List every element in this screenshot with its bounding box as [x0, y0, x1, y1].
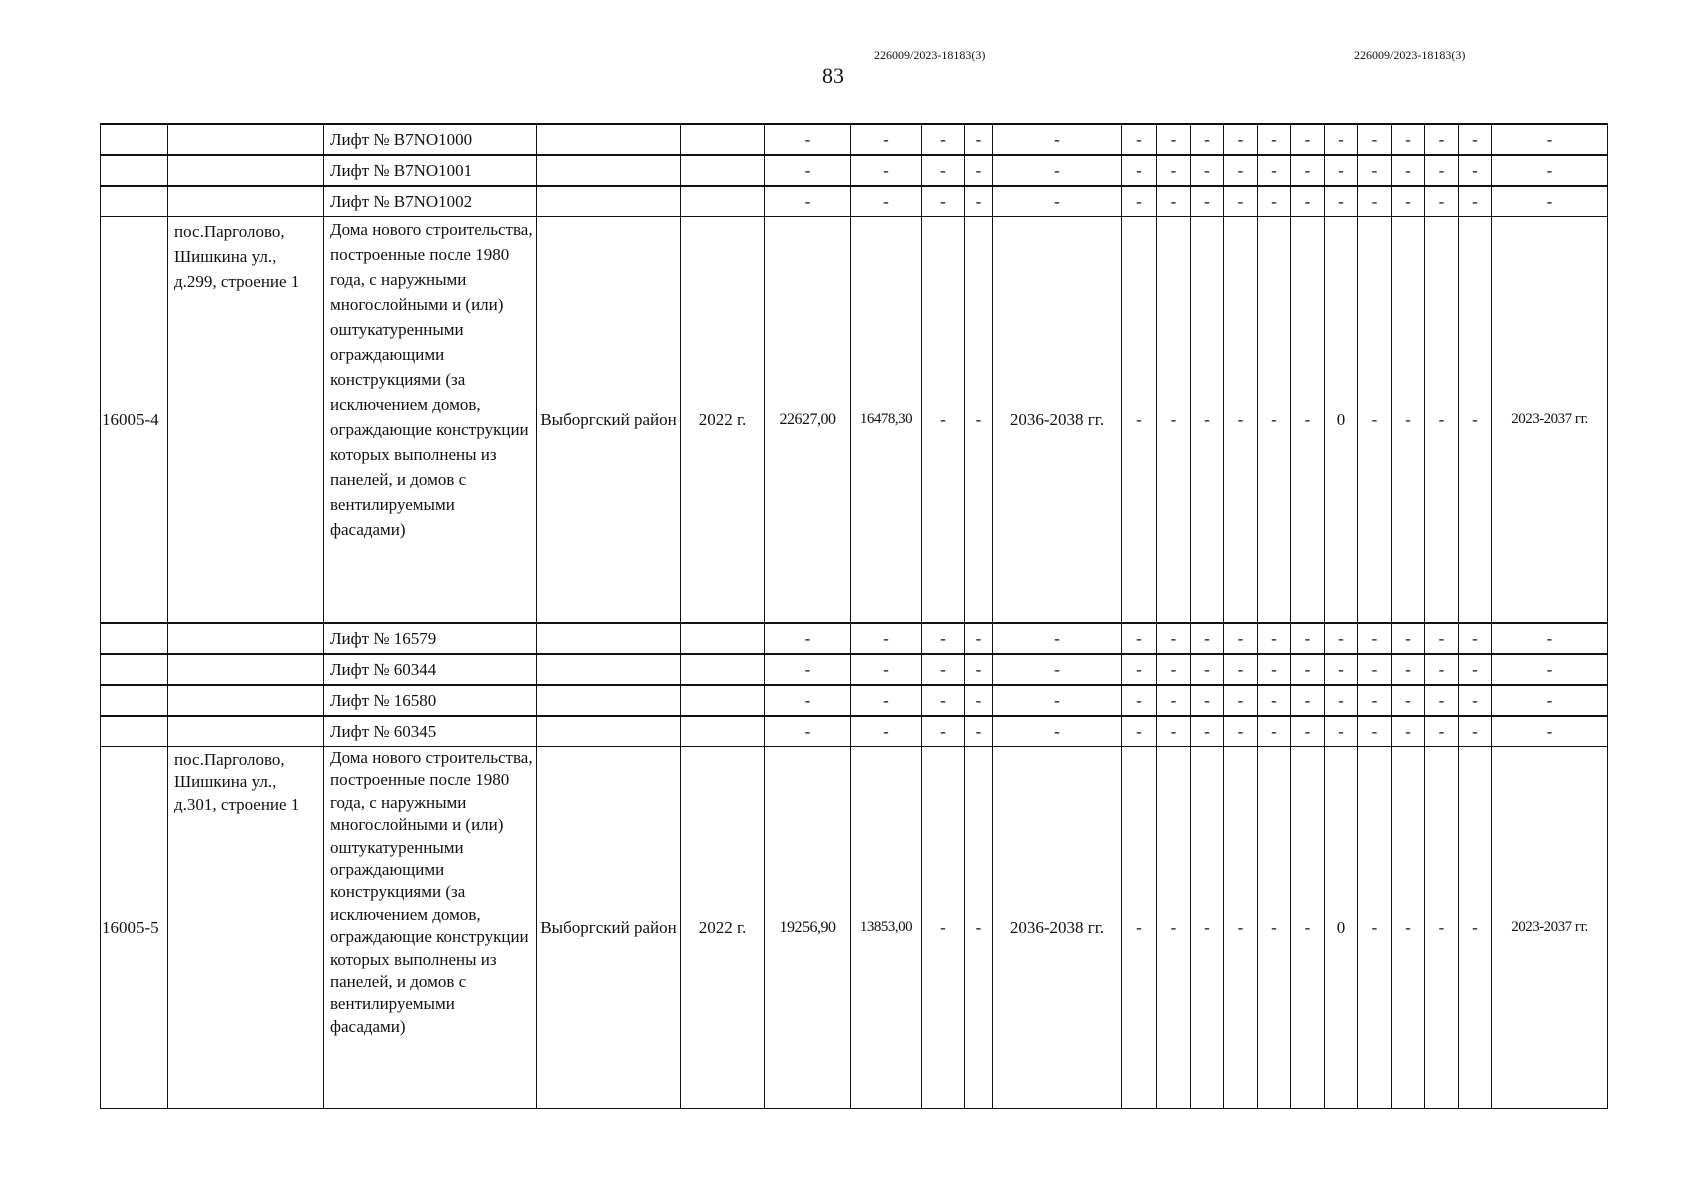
dash-cell: - — [765, 186, 851, 217]
dash-cell: - — [1492, 186, 1608, 217]
dash-cell: - — [1459, 155, 1492, 186]
dash-cell: - — [1425, 685, 1459, 716]
building-id: 16005-4 — [101, 217, 168, 624]
dash-cell: - — [922, 124, 965, 155]
dash-cell: - — [1425, 716, 1459, 747]
dash-cell: - — [1122, 124, 1157, 155]
lift-name: Лифт № B7NO1000 — [324, 124, 537, 155]
dash-cell: - — [1392, 654, 1425, 685]
year-cell — [681, 716, 765, 747]
address-cell — [168, 155, 324, 186]
year-cell — [681, 685, 765, 716]
dash-cell: - — [965, 716, 993, 747]
dash-cell: - — [1258, 217, 1291, 624]
document-code-right: 226009/2023-18183(3) — [1354, 48, 1466, 62]
dash-cell: - — [1459, 217, 1492, 624]
dash-cell: - — [1425, 654, 1459, 685]
dash-cell: - — [922, 155, 965, 186]
dash-cell: - — [851, 685, 922, 716]
dash-cell: - — [1122, 716, 1157, 747]
table-row-lift — [101, 124, 1608, 155]
address-cell — [168, 654, 324, 685]
dash-cell: - — [1191, 217, 1224, 624]
zero-value: 0 — [1325, 747, 1358, 1109]
table-row-lift — [101, 716, 1608, 747]
dash-cell: - — [1224, 217, 1258, 624]
dash-cell: - — [1122, 155, 1157, 186]
dash-cell: - — [1425, 155, 1459, 186]
dash-cell: - — [1291, 155, 1325, 186]
build-year: 2022 г. — [681, 217, 765, 624]
dash-cell: - — [1459, 654, 1492, 685]
dash-cell: - — [1191, 747, 1224, 1109]
build-year: 2022 г. — [681, 747, 765, 1109]
dash-cell: - — [1224, 716, 1258, 747]
dash-cell: - — [922, 654, 965, 685]
lift-name: Лифт № 60344 — [324, 654, 537, 685]
area-total: 22627,00 — [765, 217, 851, 624]
dash-cell: - — [965, 747, 993, 1109]
dash-cell: - — [765, 685, 851, 716]
table-row-lift — [101, 623, 1608, 654]
building-description: Дома нового строительства, построенные после 1980 года, с наружными многослойными и (или) оштукатуренными ограждающими конструкциями (за исключением домов, ограждающие конструкции которых выполнены из панелей, и домов с вентилируемыми фасадами) — [324, 747, 537, 1109]
dash-cell: - — [1122, 217, 1157, 624]
dash-cell: - — [1157, 716, 1191, 747]
dash-cell: - — [922, 685, 965, 716]
district-name: Выборгский район — [537, 747, 681, 1109]
dash-cell: - — [1459, 716, 1492, 747]
dash-cell: - — [1258, 623, 1291, 654]
dash-cell: - — [1157, 623, 1191, 654]
dash-cell: - — [922, 217, 965, 624]
dash-cell: - — [1392, 685, 1425, 716]
id-cell — [101, 685, 168, 716]
dash-cell: - — [1492, 155, 1608, 186]
building-id: 16005-5 — [101, 747, 168, 1109]
dash-cell: - — [965, 654, 993, 685]
dash-cell: - — [1191, 654, 1224, 685]
repair-period: 2036-2038 гг. — [993, 747, 1122, 1109]
area-living: 13853,00 — [851, 747, 922, 1109]
dash-cell: - — [1291, 623, 1325, 654]
dash-cell: - — [922, 623, 965, 654]
dash-cell: - — [1157, 217, 1191, 624]
last-period: 2023-2037 гг. — [1492, 217, 1608, 624]
dash-cell: - — [1191, 124, 1224, 155]
dash-cell: - — [1291, 124, 1325, 155]
dash-cell: - — [1157, 186, 1191, 217]
dash-cell: - — [1459, 623, 1492, 654]
dash-cell: - — [1358, 747, 1392, 1109]
id-cell — [101, 186, 168, 217]
dash-cell: - — [1425, 124, 1459, 155]
dash-cell: - — [1224, 124, 1258, 155]
dash-cell: - — [1459, 747, 1492, 1109]
dash-cell: - — [1425, 217, 1459, 624]
dash-cell: - — [1325, 124, 1358, 155]
id-cell — [101, 654, 168, 685]
dash-cell: - — [765, 155, 851, 186]
address-cell — [168, 623, 324, 654]
table-row-lift — [101, 685, 1608, 716]
id-cell — [101, 623, 168, 654]
dash-cell: - — [1325, 685, 1358, 716]
dash-cell: - — [1191, 685, 1224, 716]
lift-name: Лифт № B7NO1002 — [324, 186, 537, 217]
dash-cell: - — [1459, 124, 1492, 155]
dash-cell: - — [1258, 124, 1291, 155]
dash-cell: - — [1358, 155, 1392, 186]
dash-cell: - — [1358, 186, 1392, 217]
dash-cell: - — [1425, 623, 1459, 654]
district-cell — [537, 186, 681, 217]
dash-cell: - — [993, 654, 1122, 685]
dash-cell: - — [993, 623, 1122, 654]
dash-cell: - — [1325, 623, 1358, 654]
dash-cell: - — [965, 124, 993, 155]
dash-cell: - — [1157, 155, 1191, 186]
address-cell — [168, 685, 324, 716]
dash-cell: - — [1291, 685, 1325, 716]
dash-cell: - — [1258, 654, 1291, 685]
table-row-building — [101, 217, 1608, 624]
dash-cell: - — [1224, 654, 1258, 685]
dash-cell: - — [1157, 747, 1191, 1109]
dash-cell: - — [1224, 186, 1258, 217]
area-living: 16478,30 — [851, 217, 922, 624]
register-table — [100, 123, 1608, 1109]
dash-cell: - — [1325, 155, 1358, 186]
year-cell — [681, 186, 765, 217]
dash-cell: - — [922, 747, 965, 1109]
dash-cell: - — [765, 716, 851, 747]
dash-cell: - — [993, 124, 1122, 155]
page-number: 83 — [822, 63, 844, 88]
dash-cell: - — [1392, 716, 1425, 747]
dash-cell: - — [1392, 217, 1425, 624]
dash-cell: - — [1325, 186, 1358, 217]
district-cell — [537, 623, 681, 654]
address-cell — [168, 124, 324, 155]
dash-cell: - — [1122, 747, 1157, 1109]
dash-cell: - — [1258, 186, 1291, 217]
dash-cell: - — [1258, 685, 1291, 716]
dash-cell: - — [922, 716, 965, 747]
dash-cell: - — [1492, 623, 1608, 654]
dash-cell: - — [1358, 623, 1392, 654]
table-row-building — [101, 747, 1608, 1109]
dash-cell: - — [1224, 155, 1258, 186]
dash-cell: - — [765, 623, 851, 654]
dash-cell: - — [1157, 654, 1191, 685]
dash-cell: - — [1224, 685, 1258, 716]
id-cell — [101, 124, 168, 155]
dash-cell: - — [1358, 654, 1392, 685]
dash-cell: - — [1224, 623, 1258, 654]
dash-cell: - — [1157, 685, 1191, 716]
dash-cell: - — [1425, 747, 1459, 1109]
year-cell — [681, 623, 765, 654]
building-address: пос.Парголово, Шишкина ул., д.299, строение 1 — [168, 217, 324, 624]
dash-cell: - — [1459, 685, 1492, 716]
dash-cell: - — [1191, 186, 1224, 217]
dash-cell: - — [1459, 186, 1492, 217]
table-row-lift — [101, 654, 1608, 685]
dash-cell: - — [965, 155, 993, 186]
district-cell — [537, 716, 681, 747]
dash-cell: - — [1492, 685, 1608, 716]
dash-cell: - — [1492, 654, 1608, 685]
area-total: 19256,90 — [765, 747, 851, 1109]
building-description: Дома нового строительства, построенные после 1980 года, с наружными многослойными и (или) оштукатуренными ограждающими конструкциями (за исключением домов, ограждающие конструкции которых выполнены из панелей, и домов с вентилируемыми фасадами) — [324, 217, 537, 624]
dash-cell: - — [851, 155, 922, 186]
dash-cell: - — [1291, 747, 1325, 1109]
lift-name: Лифт № 16580 — [324, 685, 537, 716]
dash-cell: - — [1492, 124, 1608, 155]
dash-cell: - — [765, 654, 851, 685]
dash-cell: - — [1392, 186, 1425, 217]
dash-cell: - — [993, 186, 1122, 217]
dash-cell: - — [965, 685, 993, 716]
dash-cell: - — [1122, 685, 1157, 716]
dash-cell: - — [851, 124, 922, 155]
dash-cell: - — [993, 155, 1122, 186]
dash-cell: - — [851, 716, 922, 747]
id-cell — [101, 155, 168, 186]
district-name: Выборгский район — [537, 217, 681, 624]
year-cell — [681, 155, 765, 186]
document-code-left: 226009/2023-18183(3) — [874, 48, 986, 62]
lift-name: Лифт № 16579 — [324, 623, 537, 654]
dash-cell: - — [1122, 654, 1157, 685]
dash-cell: - — [851, 186, 922, 217]
dash-cell: - — [993, 685, 1122, 716]
year-cell — [681, 654, 765, 685]
dash-cell: - — [1291, 654, 1325, 685]
id-cell — [101, 716, 168, 747]
dash-cell: - — [1392, 155, 1425, 186]
dash-cell: - — [851, 623, 922, 654]
lift-name: Лифт № 60345 — [324, 716, 537, 747]
dash-cell: - — [1291, 716, 1325, 747]
address-cell — [168, 716, 324, 747]
district-cell — [537, 685, 681, 716]
district-cell — [537, 155, 681, 186]
dash-cell: - — [1157, 124, 1191, 155]
zero-value: 0 — [1325, 217, 1358, 624]
table-row-lift — [101, 155, 1608, 186]
dash-cell: - — [1191, 716, 1224, 747]
district-cell — [537, 124, 681, 155]
dash-cell: - — [1358, 217, 1392, 624]
dash-cell: - — [1258, 716, 1291, 747]
dash-cell: - — [1291, 186, 1325, 217]
dash-cell: - — [1191, 155, 1224, 186]
dash-cell: - — [1191, 623, 1224, 654]
repair-period: 2036-2038 гг. — [993, 217, 1122, 624]
dash-cell: - — [1425, 186, 1459, 217]
dash-cell: - — [851, 654, 922, 685]
lift-name: Лифт № B7NO1001 — [324, 155, 537, 186]
dash-cell: - — [993, 716, 1122, 747]
building-address: пос.Парголово, Шишкина ул., д.301, строение 1 — [168, 747, 324, 1109]
table-row-lift — [101, 186, 1608, 217]
dash-cell: - — [1358, 124, 1392, 155]
dash-cell: - — [1325, 654, 1358, 685]
dash-cell: - — [1258, 747, 1291, 1109]
dash-cell: - — [1325, 716, 1358, 747]
dash-cell: - — [765, 124, 851, 155]
address-cell — [168, 186, 324, 217]
dash-cell: - — [1392, 124, 1425, 155]
dash-cell: - — [965, 623, 993, 654]
dash-cell: - — [965, 217, 993, 624]
dash-cell: - — [1492, 716, 1608, 747]
dash-cell: - — [1358, 685, 1392, 716]
register-table-body — [101, 124, 1608, 1109]
dash-cell: - — [1358, 716, 1392, 747]
dash-cell: - — [1224, 747, 1258, 1109]
dash-cell: - — [965, 186, 993, 217]
dash-cell: - — [922, 186, 965, 217]
district-cell — [537, 654, 681, 685]
dash-cell: - — [1392, 623, 1425, 654]
year-cell — [681, 124, 765, 155]
dash-cell: - — [1122, 186, 1157, 217]
dash-cell: - — [1291, 217, 1325, 624]
dash-cell: - — [1392, 747, 1425, 1109]
last-period: 2023-2037 гг. — [1492, 747, 1608, 1109]
dash-cell: - — [1258, 155, 1291, 186]
dash-cell: - — [1122, 623, 1157, 654]
